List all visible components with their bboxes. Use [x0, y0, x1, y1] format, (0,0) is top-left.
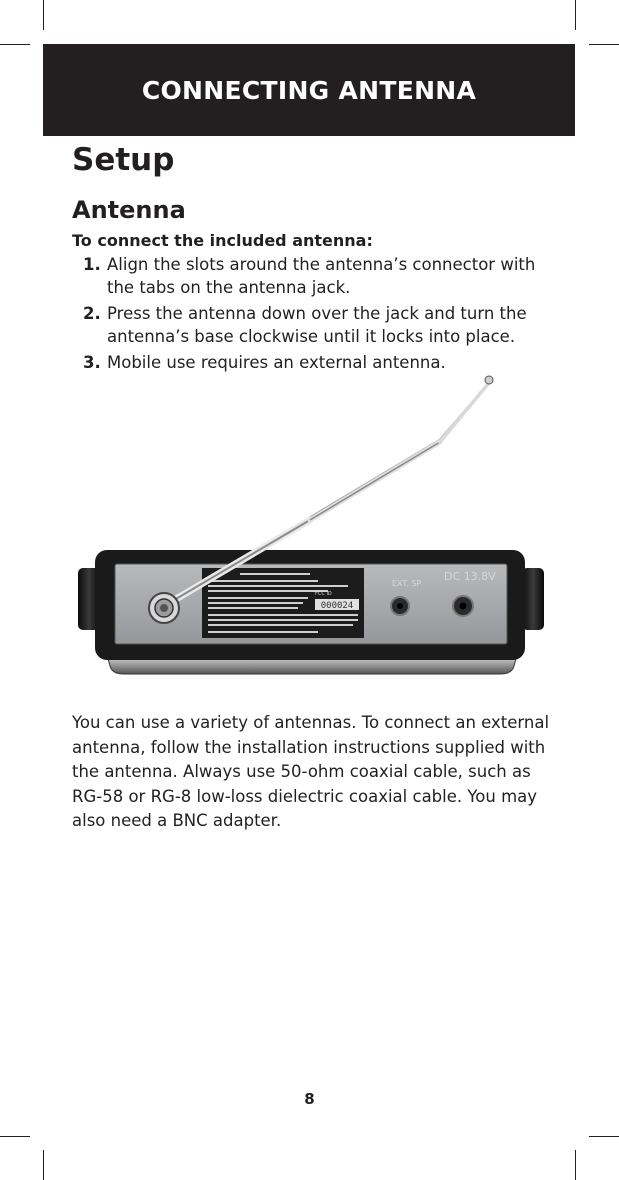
- step-item: [72, 302, 562, 348]
- step-item: [72, 253, 562, 299]
- crop-mark: [43, 0, 44, 30]
- crop-mark: [589, 1136, 619, 1137]
- antenna-tip: [485, 376, 493, 384]
- right-knob: [522, 568, 544, 630]
- dc-jack-label: DC 13.8V: [444, 570, 496, 583]
- header-banner: [43, 44, 575, 136]
- crop-mark: [43, 1150, 44, 1180]
- ext-sp-jack-label: EXT. SP: [392, 579, 422, 588]
- step-number: 1.: [83, 255, 101, 274]
- crop-mark: [575, 0, 576, 30]
- instructions-intro: To connect the included antenna:: [72, 231, 373, 250]
- page-number: 8: [304, 1090, 315, 1108]
- section-title: Setup: [72, 142, 175, 178]
- step-text: Align the slots around the antenna’s connector with the tabs on the antenna jack.: [107, 255, 536, 297]
- crop-mark: [0, 1136, 30, 1137]
- subsection-title: Antenna: [72, 196, 186, 224]
- steps-list: [72, 253, 562, 377]
- crop-mark: [575, 1150, 576, 1180]
- crop-mark: [589, 44, 619, 45]
- scanner-antenna-photo: [60, 368, 560, 698]
- body-paragraph: You can use a variety of antennas. To connect an external antenna, follow the installation instructions supplied with the antenna. Always use 50-ohm coaxial cable, such as RG-58 or RG-8 low-loss dielectric coaxial cable. You may also need a BNC adapter.: [72, 713, 550, 830]
- step-text: Press the antenna down over the jack and turn the antenna’s base clockwise until it locks into place.: [107, 304, 527, 346]
- fcc-id-label: FCC ID: [315, 591, 332, 597]
- step-text: Mobile use requires an external antenna.: [107, 353, 446, 372]
- step-number: 2.: [83, 304, 101, 323]
- crop-mark: [0, 44, 30, 45]
- step-number: 3.: [83, 353, 101, 372]
- serial-number: 000024: [320, 601, 354, 611]
- banner-title: CONNECTING ANTENNA: [141, 75, 477, 105]
